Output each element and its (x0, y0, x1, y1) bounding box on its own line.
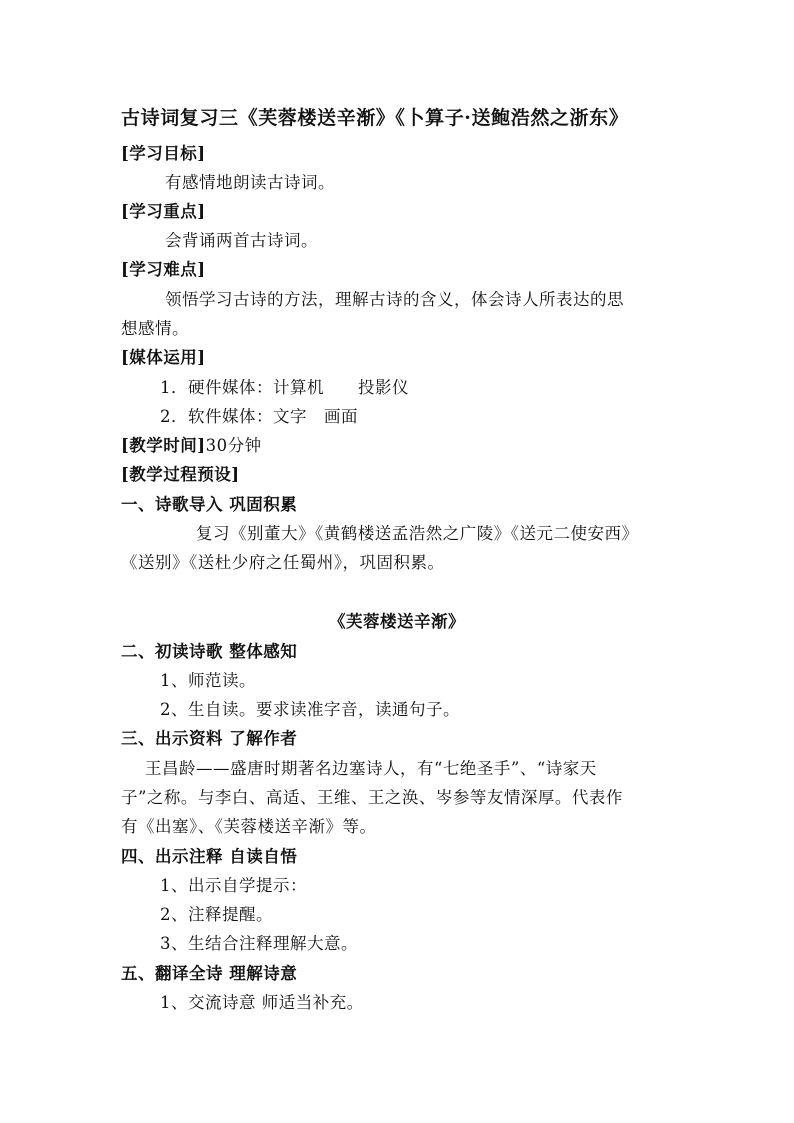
section4-item-2: 2、注释提醒。 (160, 905, 273, 924)
document-title: 古诗词复习三《芙蓉楼送辛渐》《卜算子·送鲍浩然之浙东》 (121, 107, 629, 129)
difficulty-text-line1: 领悟学习古诗的方法，理解古诗的含义，体会诗人所表达的思 (165, 290, 624, 309)
section2-item-1: 1、师范读。 (160, 671, 256, 690)
difficulty-text-line2: 想感情。 (121, 319, 189, 338)
section2-heading: 二、初读诗歌 整体感知 (121, 642, 298, 661)
media-item-hardware: 1．硬件媒体：计算机 投影仪 (160, 378, 409, 397)
section4-item-3: 3、生结合注释理解大意。 (160, 934, 358, 953)
media-item-software: 2．软件媒体：文字 画面 (160, 407, 358, 426)
time-value: 30分钟 (205, 436, 262, 455)
key-point-heading: [学习重点] (121, 202, 206, 221)
teaching-time (121, 435, 262, 457)
section1-text-line1: 复习《别董大》《黄鹤楼送孟浩然之广陵》《送元二使安西》 (196, 524, 639, 543)
difficulty-heading: [学习难点] (121, 260, 206, 279)
section2-item-2: 2、生自读。要求读准字音，读通句子。 (160, 700, 460, 719)
section3-text-line2: 子”之称。与李白、高适、王维、王之涣、岑参等友情深厚。代表作 (121, 788, 623, 807)
goal-text: 有感情地朗读古诗词。 (165, 173, 335, 192)
section4-heading: 四、出示注释 自读自悟 (121, 847, 298, 866)
key-point-text: 会背诵两首古诗词。 (165, 231, 318, 250)
media-heading: [媒体运用] (121, 348, 206, 367)
section3-heading: 三、出示资料 了解作者 (121, 729, 298, 748)
goal-heading: [学习目标] (121, 144, 206, 163)
poem-title: 《芙蓉楼送辛渐》 (329, 612, 465, 631)
process-heading: [教学过程预设] (121, 465, 240, 484)
section3-text-line3: 有《出塞》、《芙蓉楼送辛渐》等。 (121, 817, 377, 836)
section5-heading: 五、翻译全诗 理解诗意 (121, 964, 298, 983)
time-heading: [教学时间] (121, 436, 206, 455)
section5-item-1: 1、交流诗意 师适当补充。 (160, 993, 364, 1012)
section4-item-1: 1、出示自学提示： (160, 876, 307, 895)
section3-text-line1: 王昌龄——盛唐时期著名边塞诗人，有“七绝圣手”、“诗家天 (145, 759, 597, 778)
section1-text-line2: 《送别》《送杜少府之任蜀州》，巩固积累。 (121, 553, 445, 572)
section1-heading: 一、诗歌导入 巩固积累 (121, 495, 298, 514)
